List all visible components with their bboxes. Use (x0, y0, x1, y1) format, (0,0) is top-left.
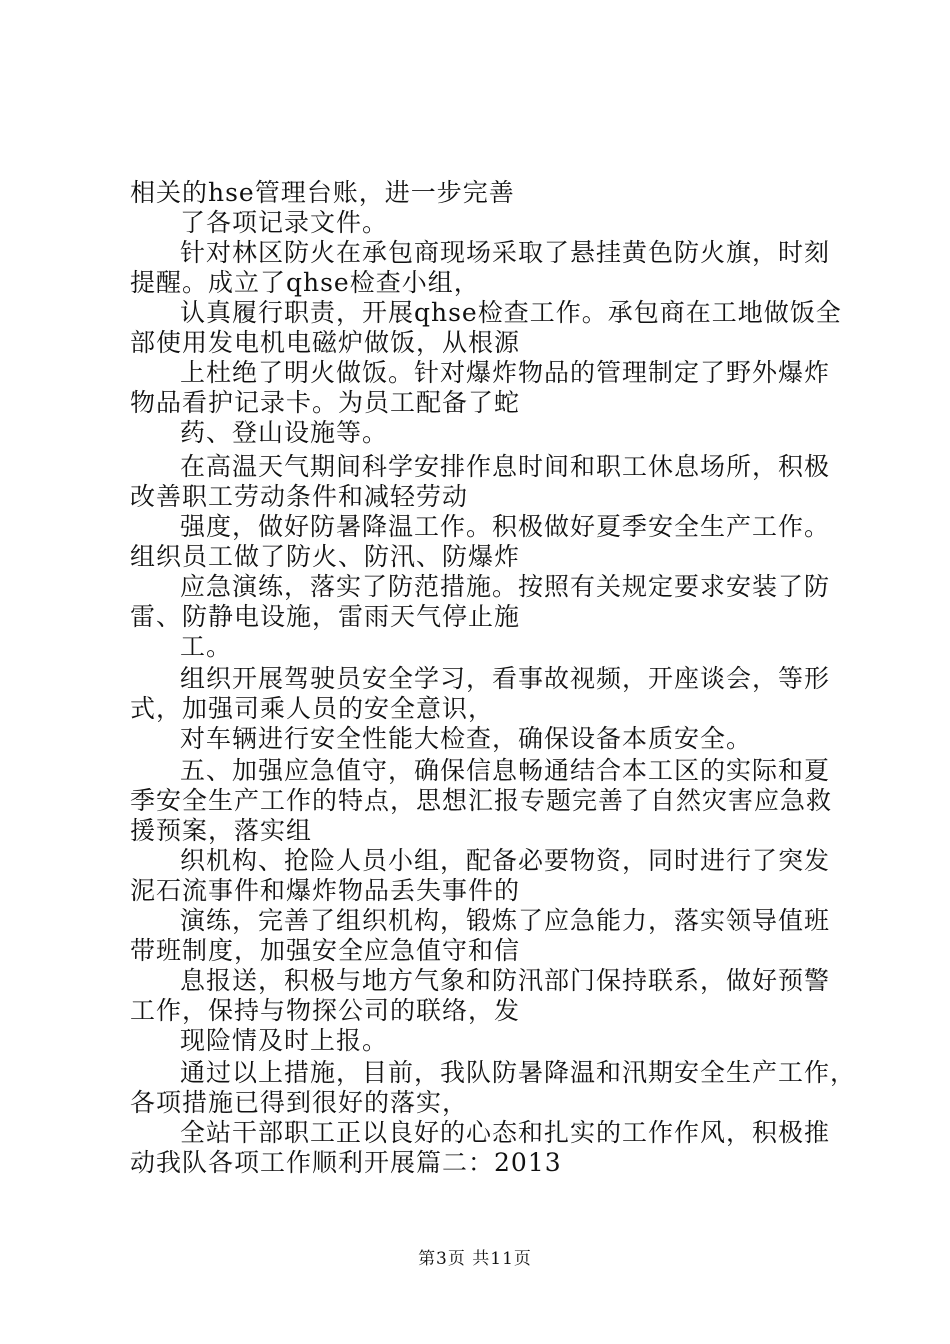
body-line: 动我队各项工作顺利开展篇二：2013 (130, 1148, 562, 1177)
body-line: 全站干部职工正以良好的心态和扎实的工作作风，积极推 (180, 1118, 831, 1147)
body-line: 强度，做好防暑降温工作。积极做好夏季安全生产工作。 (180, 512, 831, 541)
page-number-footer: 第3页 共11页 (418, 1249, 532, 1269)
body-line: 了各项记录文件。 (180, 208, 389, 237)
body-line: 组织开展驾驶员安全学习，看事故视频，开座谈会，等形 (180, 664, 831, 693)
body-line: 现险情及时上报。 (180, 1026, 389, 1055)
body-line: 援预案，落实组 (130, 816, 313, 845)
body-line: 上杜绝了明火做饭。针对爆炸物品的管理制定了野外爆炸 (180, 358, 831, 387)
body-line: 提醒。成立了qhse检查小组， (130, 268, 480, 297)
body-line: 应急演练，落实了防范措施。按照有关规定要求安装了防 (180, 572, 831, 601)
body-line: 五、加强应急值守，确保信息畅通结合本工区的实际和夏 (180, 756, 831, 785)
body-line: 织机构、抢险人员小组，配备必要物资，同时进行了突发 (180, 846, 831, 875)
body-line: 物品看护记录卡。为员工配备了蛇 (130, 388, 521, 417)
body-line: 工。 (180, 632, 233, 661)
body-line: 季安全生产工作的特点，思想汇报专题完善了自然灾害应急救 (130, 786, 833, 815)
body-line: 改善职工劳动条件和减轻劳动 (130, 482, 469, 511)
body-line: 演练，完善了组织机构，锻炼了应急能力，落实领导值班 (180, 906, 831, 935)
body-line: 组织员工做了防火、防汛、防爆炸 (130, 542, 521, 571)
body-line: 相关的hse管理台账，进一步完善 (130, 178, 515, 207)
body-line: 部使用发电机电磁炉做饭，从根源 (130, 328, 521, 357)
body-line: 息报送，积极与地方气象和防汛部门保持联系，做好预警 (180, 966, 831, 995)
body-line: 式，加强司乘人员的安全意识， (130, 694, 495, 723)
body-line: 雷、防静电设施，雷雨天气停止施 (130, 602, 521, 631)
body-line: 认真履行职责，开展qhse检查工作。承包商在工地做饭全 (180, 298, 842, 327)
body-line: 在高温天气期间科学安排作息时间和职工休息场所，积极 (180, 452, 831, 481)
body-line: 带班制度，加强安全应急值守和信 (130, 936, 521, 965)
body-line: 针对林区防火在承包商现场采取了悬挂黄色防火旗，时刻 (180, 238, 831, 267)
body-line: 对车辆进行安全性能大检查，确保设备本质安全。 (180, 724, 753, 753)
body-line: 药、登山设施等。 (180, 418, 389, 447)
body-line: 各项措施已得到很好的落实， (130, 1088, 469, 1117)
body-line: 泥石流事件和爆炸物品丢失事件的 (130, 876, 521, 905)
body-line: 工作，保持与物探公司的联络，发 (130, 996, 521, 1025)
body-line: 通过以上措施，目前，我队防暑降温和汛期安全生产工作， (180, 1058, 857, 1087)
